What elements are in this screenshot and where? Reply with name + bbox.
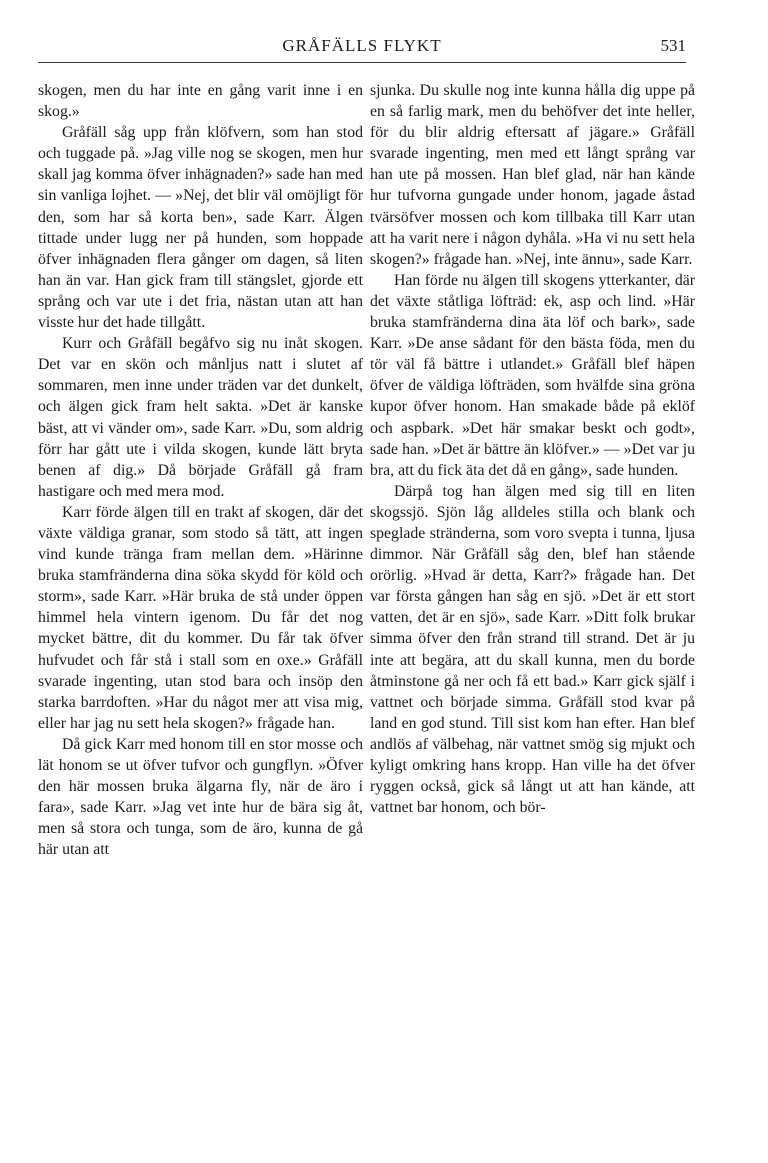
header-rule bbox=[38, 62, 686, 63]
paragraph: skogen, men du har inte en gång varit inne i en skog.» bbox=[38, 82, 363, 121]
paragraph: Karr förde älgen till en trakt af skogen, där det växte väldiga granar, som stodo så tätt, att ingen vind kunde tränga fram mellan dem. »Härinne bruka stamfränderna dina söka skydd för köld och storm», sade Karr. »Här bruka de stå under öppen himmel hela vintern igenom. Du får det nog mycket bättre, dit du kommer. Du får tak öfver hufvudet och får stå i stall som en oxe.» Gråfäll svarade ingenting, utan stod bara och insöp den starka barrdoften. »Har du något mer att visa mig, eller har jag nu sett hela skogen?» frågade han. bbox=[38, 503, 363, 732]
paragraph: Kurr och Gråfäll begåfvo sig nu inåt skogen. Det var en skön och månljus natt i slutet af sommaren, men inne under träden var det dunkelt, och älgen gick fram helt sakta. »Det är kanske bäst, att vi vänder om», sade Karr. »Du, som aldrig förr har gått ute i vilda skogen, kunde lätt bryta benen af dig.» Då började Gråfäll gå fram hastigare och med mera mod. bbox=[38, 335, 363, 500]
paragraph: sjunka. Du skulle nog inte kunna hålla dig uppe på en så farlig mark, men du behöfver det inte heller, för du blir aldrig eftersatt af jägare.» Gråfäll svarade ingenting, men med ett långt språng var han ute på mossen. Han blef glad, när han kände hur tufvorna gungade under honom, jagade åstad tvärsöfver mossen och kom tillbaka till Karr utan att ha varit nere i någon dyhåla. »Ha vi nu sett hela skogen?» frågade han. »Nej, inte ännu», sade Karr. bbox=[370, 82, 695, 268]
paragraph: Då gick Karr med honom till en stor mosse och lät honom se ut öfver tufvor och gungflyn. »Öfver den här mossen bruka älgarna fly, när de äro i fara», sade Karr. »Jag vet inte hur de bära sig åt, men så stora och tunga, som de äro, kunna de gå här utan att bbox=[38, 735, 363, 859]
paragraph: Gråfäll såg upp från klöfvern, som han stod och tuggade på. »Jag ville nog se skogen, men hur skall jag komma öfver inhägnaden?» sade han med sin vanliga lojhet. — »Nej, det blir väl omöjligt för den, som har så korta ben», sade Karr. Älgen tittade under lugg ner på hunden, som hoppade öfver inhägnaden flera gånger om dagen, så liten han än var. Han gick fram till stängslet, gjorde ett språng och var ute i det fria, nästan utan att han visste hur det hade tillgått. bbox=[38, 124, 363, 332]
left-column bbox=[38, 80, 363, 860]
page-number: 531 bbox=[660, 36, 686, 55]
page-header bbox=[38, 30, 686, 70]
paragraph: Därpå tog han älgen med sig till en liten skogssjö. Sjön låg alldeles stilla och blank och speglade stränderna, som voro svepta i tunna, ljusa dimmor. När Gråfäll såg den, blef han stående orörlig. »Hvad är detta, Karr?» frågade han. Det var första gången han såg en sjö. »Det är ett stort vatten, det är en sjö», sade Karr. »Ditt folk brukar simma öfver den från strand till strand. Det är ju inte att begära, att du skall kunna, men du borde åtminstone gå ner och få ett bad.» Karr gick själf i vattnet och började simma. Gråfäll stod kvar på land en god stund. Till sist kom han efter. Han blef andlös af välbehag, när vattnet smög sig mjukt och kyligt omkring hans kropp. Han ville ha det öfver ryggen också, gick så långt ut att han kände, att vattnet bar honom, och bör- bbox=[370, 482, 695, 817]
paragraph: Han förde nu älgen till skogens ytterkanter, där det växte ståtliga löfträd: ek, asp och lind. »Här bruka stamfränderna dina äta löf och bark», sade Karr. »De anse sådant för den bästa föda, men du tör väl få bättre i utlandet.» Gråfäll blef häpen öfver de väldiga löfträden, som hvälfde sina gröna kupor öfver honom. Han smakade både på eklöf och aspbark. »Det här smakar beskt och godt», sade han. »Det är bättre än klöfver.» — »Det var ju bra, att du fick äta det då en gång», sade hunden. bbox=[370, 271, 695, 479]
running-title: GRÅFÄLLS FLYKT bbox=[282, 36, 442, 55]
right-column bbox=[370, 80, 695, 818]
